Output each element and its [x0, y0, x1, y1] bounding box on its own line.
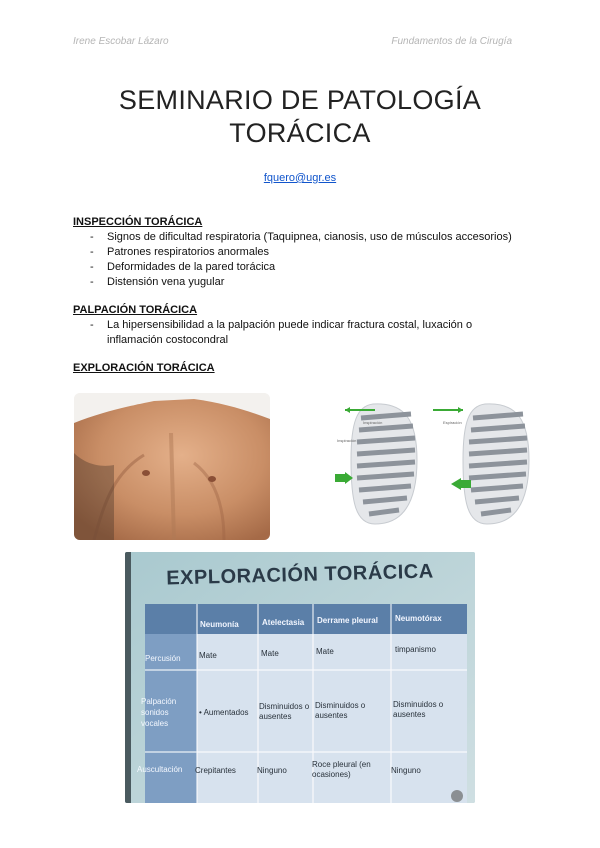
list-item: - Signos de dificultad respiratoria (Taquipnea, cianosis, uso de músculos accesorios) [90, 230, 512, 245]
list-item-continuation: inflamación costocondral [107, 334, 229, 346]
rib-label-inner: Inspiración [337, 438, 357, 443]
table-cell: • Aumentados [199, 708, 249, 717]
table-cell: Disminuidos o ausentes [259, 702, 310, 721]
table-cell: Mate [199, 651, 217, 660]
rib-label-right: Espiración [443, 420, 462, 425]
row-label: Palpación sonidos vocales [141, 697, 177, 728]
chest-photo [74, 393, 270, 540]
email-link[interactable]: fquero@ugr.es [263, 172, 337, 184]
table-cell: Mate [316, 647, 334, 656]
row-label: Auscultación [137, 765, 183, 774]
table-cell: Ninguno [391, 766, 421, 775]
list-item: - Patrones respiratorios anormales [90, 245, 512, 260]
list-item: - Distensión vena yugular [90, 275, 512, 290]
table-cell: Crepitantes [195, 766, 236, 775]
slide-title: EXPLORACIÓN TORÁCICA [166, 560, 434, 590]
slide-photo [125, 552, 475, 803]
palpacion-list [90, 318, 472, 348]
header-author: Irene Escobar Lázaro [73, 36, 169, 47]
table-cell: Roce pleural (en ocasiones) [312, 760, 371, 779]
row-label: Percusión [145, 654, 181, 663]
table-cell-text: Aumentados [203, 708, 249, 717]
section-heading-inspeccion: INSPECCIÓN TORÁCICA [73, 216, 203, 228]
col-header: Neumonía [200, 620, 239, 629]
col-header: Derrame pleural [317, 616, 378, 625]
table-cell: Ninguno [257, 766, 287, 775]
col-header: Atelectasia [262, 618, 305, 627]
rib-cage-illustration [335, 400, 535, 528]
section-heading-palpacion: PALPACIÓN TORÁCICA [73, 304, 198, 316]
header-course: Fundamentos de la Cirugía [391, 36, 512, 47]
table-cell: timpanismo [395, 645, 436, 654]
page-title [0, 84, 600, 150]
title-line-2: TORÁCICA [229, 118, 371, 148]
table-cell: Disminuidos o ausentes [315, 701, 366, 720]
table-cell: Mate [261, 649, 279, 658]
table-cell: Disminuidos o ausentes [393, 700, 444, 719]
list-item: - La hipersensibilidad a la palpación puede indicar fractura costal, luxación o [90, 318, 472, 333]
list-item: - Deformidades de la pared torácica [90, 260, 512, 275]
col-header: Neumotórax [395, 614, 442, 623]
inspeccion-list [90, 230, 512, 290]
rib-label-left: Inspiración [363, 420, 383, 425]
title-line-1: SEMINARIO DE PATOLOGÍA [118, 85, 482, 115]
section-heading-exploracion: EXPLORACIÓN TORÁCICA [73, 362, 215, 374]
